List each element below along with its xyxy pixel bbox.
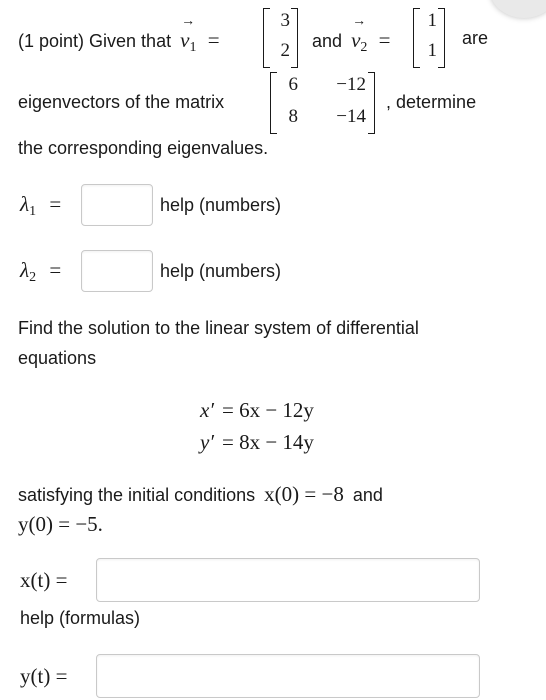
y-answer-input[interactable] xyxy=(96,654,480,698)
v1-entry-1: 3 xyxy=(280,10,290,31)
ic-x: x(0) = −8 xyxy=(264,482,344,506)
points-label: (1 point) Given that xyxy=(18,31,172,51)
lambda2-input[interactable] xyxy=(81,250,153,292)
system-intro: Find the solution to the linear system of differential xyxy=(18,318,419,338)
matrix-a11: 6 xyxy=(288,74,298,95)
ic-y: y(0) = −5. xyxy=(18,512,103,536)
determine-text: , determine xyxy=(386,92,477,112)
equation-1-rhs: = 6x − 12y xyxy=(222,398,314,422)
matrix-a22: −14 xyxy=(336,106,366,127)
x-answer-input[interactable] xyxy=(96,558,480,602)
equation-2-lhs: y′ xyxy=(200,430,214,454)
equation-1-lhs: x′ xyxy=(200,398,214,422)
matrix-a21: 8 xyxy=(288,106,298,127)
v1-equals: = xyxy=(207,28,220,52)
corner-menu-button[interactable] xyxy=(490,0,546,18)
v1-symbol: → $v_1$ xyxy=(180,14,197,55)
corresponding-text: the corresponding eigenvalues. xyxy=(18,138,269,158)
x-answer-label: x(t) = xyxy=(20,568,68,592)
lambda2-label: $\lambda_2$ = xyxy=(20,258,62,285)
problem-intro xyxy=(18,14,220,56)
ic-and: and xyxy=(352,485,383,505)
initial-conditions-text: satisfying the initial conditions x(0) = −8 and xyxy=(18,482,383,506)
v2-symbol: → $v_2$ xyxy=(351,14,368,55)
system-intro-2: equations xyxy=(18,348,97,368)
matrix-a12: −12 xyxy=(336,74,366,95)
eigenvectors-text: eigenvectors of the matrix xyxy=(18,92,225,112)
v1-entry-2: 2 xyxy=(280,40,290,61)
lambda1-help-link[interactable]: help (numbers) xyxy=(160,195,282,215)
v2-equals: = xyxy=(378,28,391,52)
x-help-link[interactable]: help (formulas) xyxy=(20,608,141,628)
are-text: are xyxy=(462,28,489,48)
y-answer-label: y(t) = xyxy=(20,664,68,688)
v2-entry-1: 1 xyxy=(427,10,437,31)
lambda2-help-link[interactable]: help (numbers) xyxy=(160,261,282,281)
v2-entry-2: 1 xyxy=(427,40,437,61)
lambda1-input[interactable] xyxy=(81,184,153,226)
lambda1-label: $\lambda_1$ = xyxy=(20,192,62,219)
equation-2-rhs: = 8x − 14y xyxy=(222,430,314,454)
and-text: and → $v_2$ = xyxy=(312,14,391,55)
